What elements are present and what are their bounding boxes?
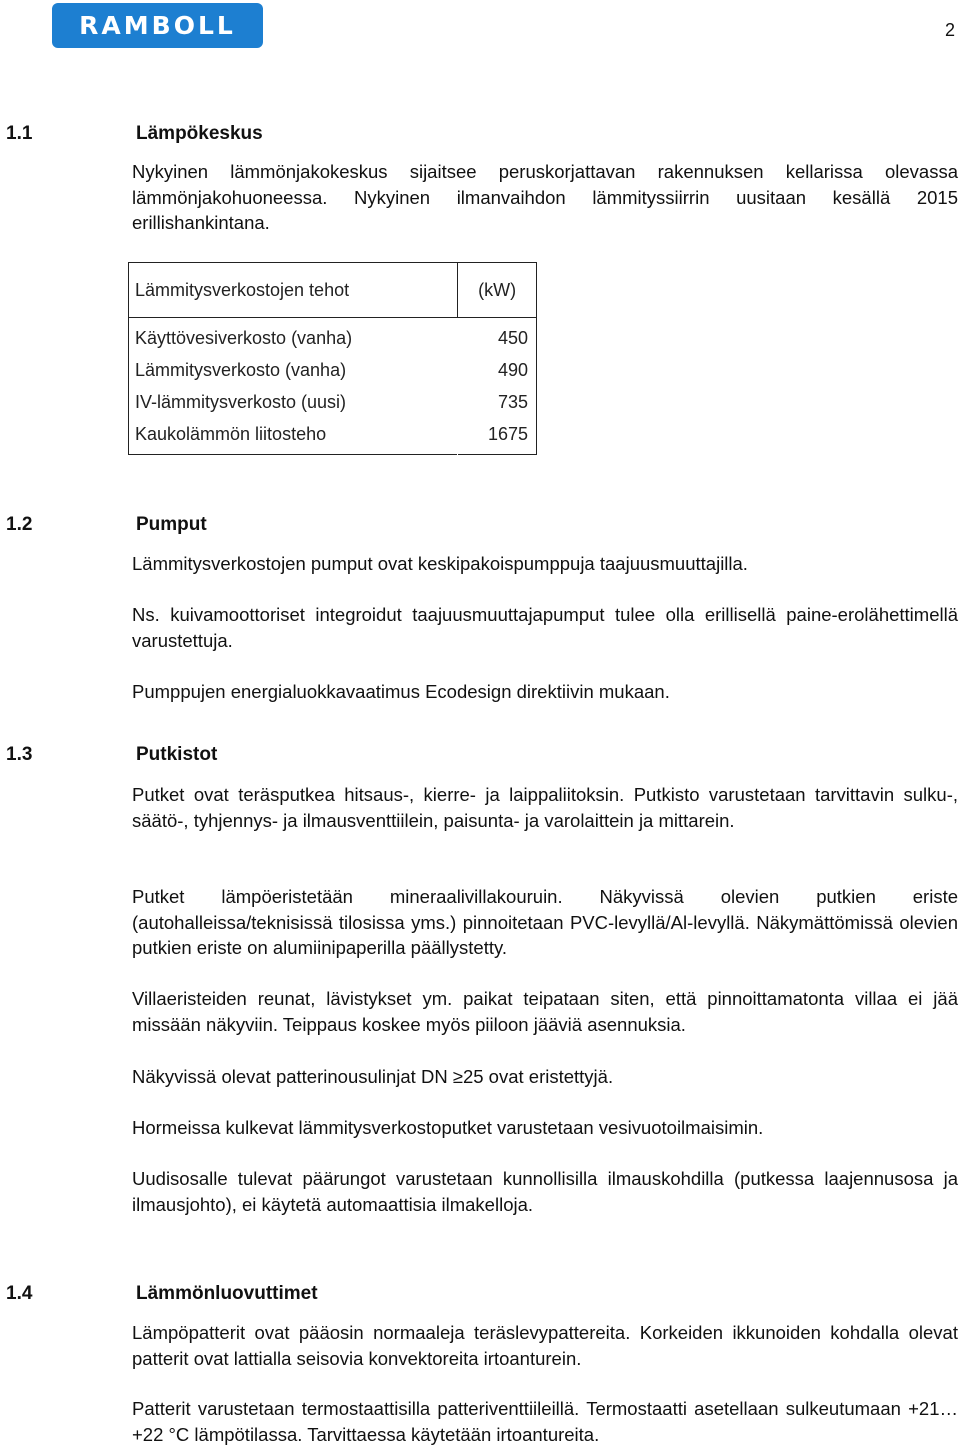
table-cell-label: IV-lämmitysverkosto (uusi) (135, 391, 347, 412)
paragraph: Hormeissa kulkevat lämmitysverkostoputket varustetaan vesivuotoilmaisimin. (132, 1117, 764, 1138)
paragraph: Putket ovat teräsputkea hitsaus-, kierre- ja laippaliitoksin. Putkisto varustetaan tarvittavin sulku-, säätö-, tyhjennys- ja ilmausventtiilein, paisunta- ja varolaittein ja mittarein. (132, 784, 958, 831)
table-cell-value: 450 (458, 318, 537, 355)
paragraph: Uudisosalle tulevat päärungot varustetaan kunnollisilla ilmauskohdilla (putkessa laajennusosa ja ilmausjohto), ei käytetä automaattisia ilmakelloja. (132, 1168, 958, 1215)
table-row (129, 318, 537, 355)
paragraph: Patterit varustetaan termostaattisilla patteriventtiileillä. Termostaatti asetellaan sulkeutumaan +21…+22 °C lämpötilassa. Tarvittaessa käytetään irtoantureita. (132, 1398, 958, 1445)
section-number: 1.3 (6, 744, 33, 765)
table-row (129, 418, 537, 455)
section-number: 1.1 (6, 123, 33, 144)
table-cell-value: 490 (458, 354, 537, 386)
section-title: Lämmönluovuttimet (136, 1283, 318, 1304)
table-header-unit: (kW) (458, 263, 537, 318)
section-title: Lämpökeskus (136, 123, 263, 144)
paragraph: Lämmitysverkostojen pumput ovat keskipakoispumppuja taajuusmuuttajilla. (132, 553, 748, 574)
section-title: Pumput (136, 514, 207, 535)
table-cell-label: Käyttövesiverkosto (vanha) (135, 327, 353, 348)
table-cell-label: Lämmitysverkosto (vanha) (135, 359, 347, 380)
section-number: 1.2 (6, 514, 33, 535)
table-cell-value: 735 (458, 386, 537, 418)
ramboll-logo (52, 3, 263, 48)
power-table (128, 262, 537, 455)
table-header-label: Lämmitysverkostojen tehot (129, 263, 458, 318)
paragraph: Näkyvissä olevat patterinousulinjat DN ≥25 ovat eristettyjä. (132, 1066, 614, 1087)
logo-text: RAMBOLL (79, 11, 236, 40)
section-number: 1.4 (6, 1283, 33, 1304)
table-cell-value: 1675 (458, 418, 537, 455)
paragraph: Putket lämpöeristetään mineraalivillakouruin. Näkyvissä olevien putkien eriste (autohalleissa/teknisissä tilosissa yms.) pinnoitetaan PVC-levyllä/Al-levyllä. Näkymättömissä olevien putkien eriste on alumiinipaperilla päällystetty. (132, 886, 958, 958)
section-title: Putkistot (136, 744, 218, 765)
page-number: 2 (945, 20, 956, 40)
table-row (129, 386, 537, 418)
paragraph: Nykyinen lämmönjakokeskus sijaitsee peruskorjattavan rakennuksen kellarissa olevassa lämmönjakohuoneessa. Nykyinen ilmanvaihdon lämmityssiirrin uusitaan kesällä 2015 erillishankintana. (132, 161, 958, 233)
paragraph: Ns. kuivamoottoriset integroidut taajuusmuuttajapumput tulee olla erillisellä paine-erolähettimellä varustettuja. (132, 604, 958, 651)
paragraph: Pumppujen energialuokkavaatimus Ecodesign direktiivin mukaan. (132, 681, 670, 702)
paragraph: Lämpöpatterit ovat pääosin normaaleja teräslevypattereita. Korkeiden ikkunoiden kohdalla olevat patterit ovat lattialla seisovia konvektoreita irtoanturein. (132, 1322, 958, 1369)
paragraph: Villaeristeiden reunat, lävistykset ym. paikat teipataan siten, että pinnoittamatonta villaa ei jää missään näkyviin. Teippaus koskee myös piiloon jääviä asennuksia. (132, 988, 958, 1035)
table-cell-label: Kaukolämmön liitosteho (135, 423, 327, 444)
table-header-row (129, 263, 537, 318)
table-row (129, 354, 537, 386)
